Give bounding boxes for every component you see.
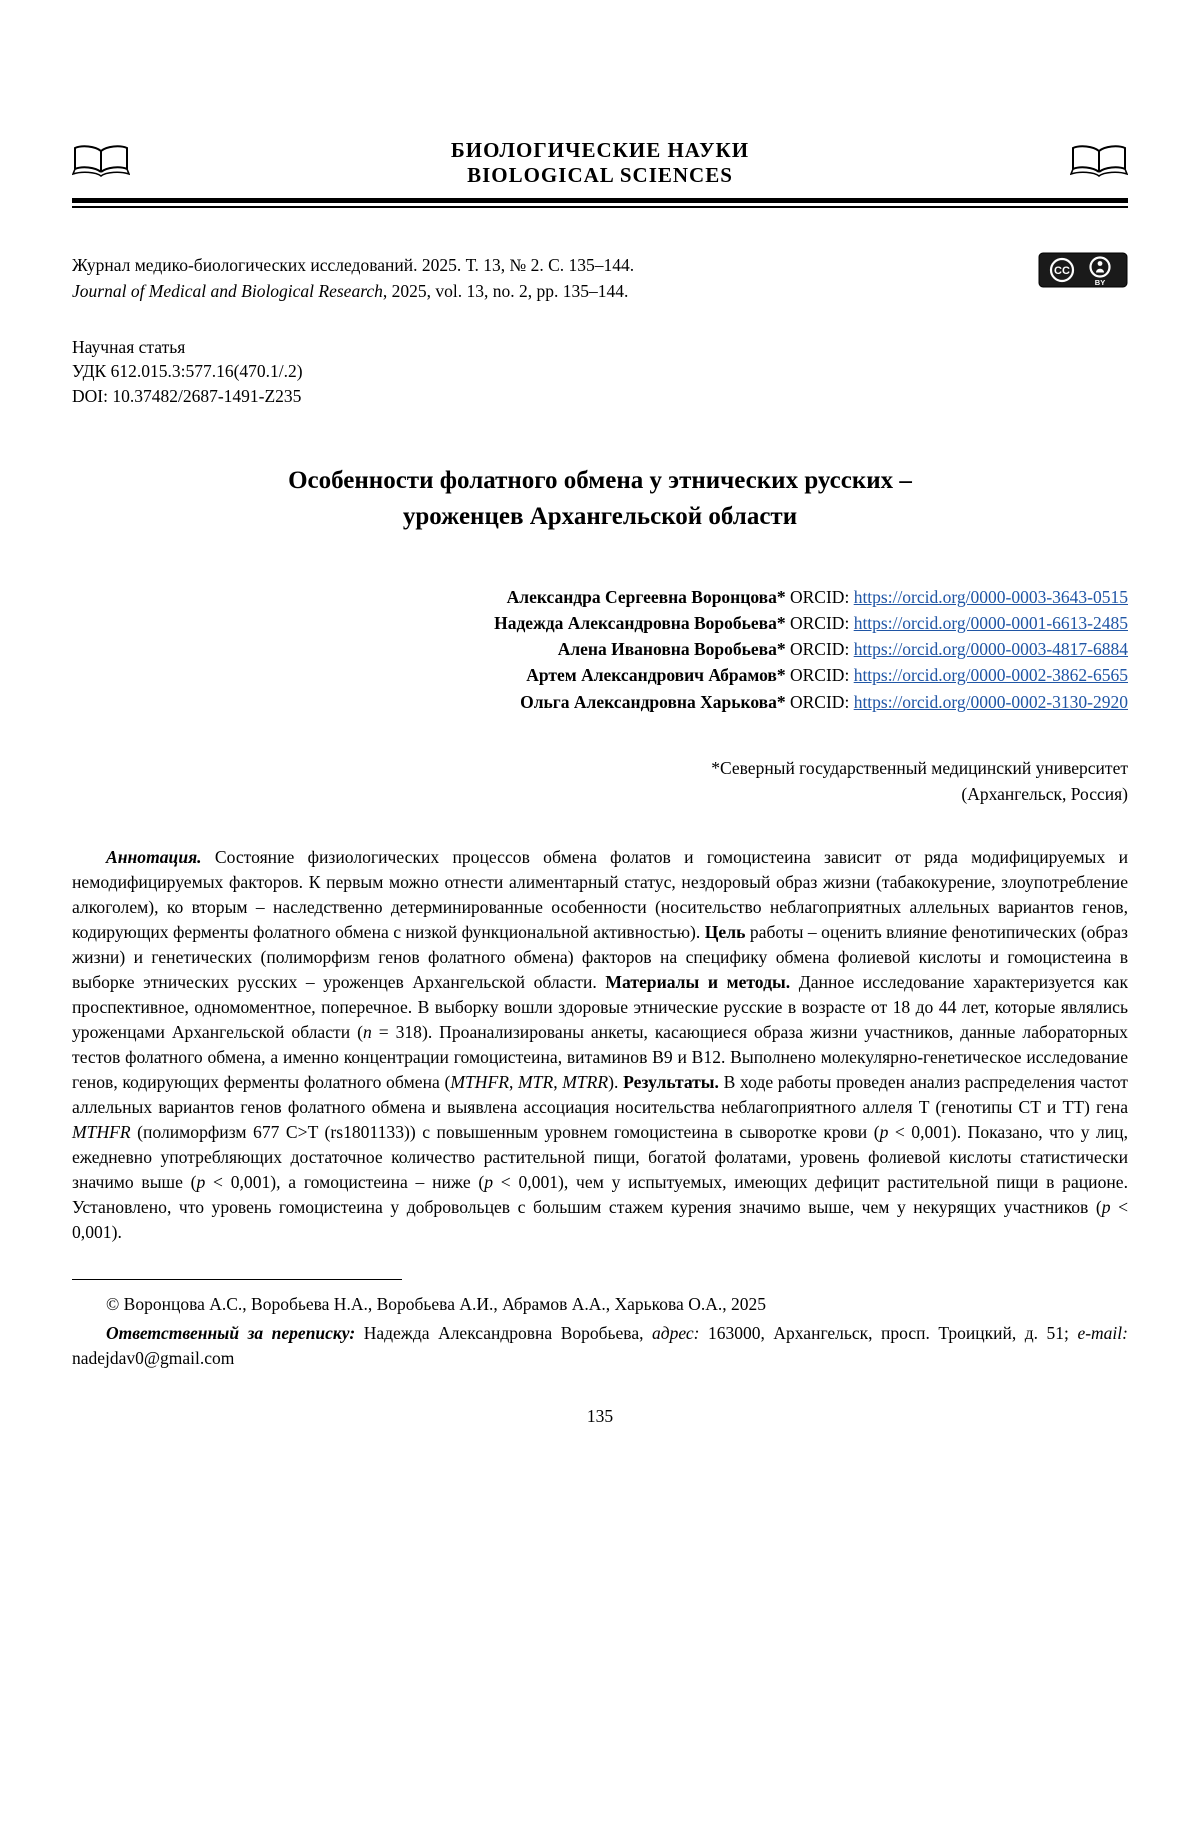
doi-line: DOI: 10.37482/2687-1491-Z235: [72, 386, 302, 407]
orcid-link[interactable]: https://orcid.org/0000-0002-3862-6565: [853, 665, 1128, 686]
citation-en: [72, 278, 634, 304]
page: [0, 138, 1200, 1427]
orcid-label: ORCID:: [785, 665, 854, 686]
header-divider: [72, 198, 1128, 208]
article-title-line2: уроженцев Архангельской области: [402, 503, 798, 531]
article-title-line1: Особенности фолатного обмена у этнических русских –: [288, 467, 912, 495]
svg-text:BY: BY: [1094, 278, 1106, 287]
author-name: Артем Александрович Абрамов*: [526, 665, 786, 686]
authors-block: [72, 584, 1128, 715]
article-type: Научная статья: [72, 336, 186, 357]
orcid-link[interactable]: https://orcid.org/0000-0003-3643-0515: [853, 586, 1128, 607]
page-number: 135: [586, 1405, 614, 1426]
open-book-icon: [72, 144, 130, 183]
author-line: [72, 689, 1128, 715]
open-book-icon: [1070, 144, 1128, 183]
affiliation-block: [72, 755, 1128, 808]
udk-line: УДК 612.015.3:577.16(470.1/.2): [72, 361, 303, 382]
affiliation-line1: *Северный государственный медицинский университет: [711, 757, 1128, 778]
author-name: Надежда Александровна Воробьева*: [494, 612, 786, 633]
section-header: [130, 138, 1070, 188]
orcid-label: ORCID:: [785, 691, 854, 712]
article-title: [72, 463, 1128, 536]
footnote-divider: [72, 1279, 402, 1280]
affiliation-line2: (Архангельск, Россия): [961, 784, 1128, 805]
orcid-label: ORCID:: [785, 612, 854, 633]
citation-row: [72, 252, 1128, 305]
citation-en-journal: Journal of Medical and Biological Research: [72, 281, 383, 302]
orcid-label: ORCID:: [785, 586, 854, 607]
author-name: Алена Ивановна Воробьева*: [557, 639, 786, 660]
orcid-link[interactable]: https://orcid.org/0000-0001-6613-2485: [853, 612, 1128, 633]
section-title-ru: БИОЛОГИЧЕСКИЕ НАУКИ: [450, 138, 750, 162]
svg-text:CC: CC: [1054, 265, 1070, 277]
orcid-link[interactable]: https://orcid.org/0000-0002-3130-2920: [853, 691, 1128, 712]
abstract-paragraph: Аннотация. Состояние физиологических процессов обмена фолатов и гомоцистеина зависит от ряда модифицируемых и немодифицируемых факторов. К первым можно отнести алиментарный статус, нездоровый образ жизни (табакокурение, злоупотребление алкоголем), ко вторым – наследственно детерминированные особенности (носительство неблагоприятных аллельных вариантов генов, кодирующих ферменты фолатного обмена с низкой функциональной активностью). Цель работы – оценить влияние фенотипических (образ жизни) и генетических (полиморфизм генов фолатного обмена) факторов на специфику обмена фолиевой кислоты и гомоцистеина в выборке этнических русских – уроженцев Архангельской области. Материалы и методы. Данное исследование характеризуется как проспективное, одномоментное, поперечное. В выборку вошли здоровые этнические русские в возрасте от 18 до 44 лет, которые являлись уроженцами Архангельской области (n = 318). Проанализированы анкеты, касающиеся образа жизни участников, данные лабораторных тестов фолатного обмена, а именно концентрации гомоцистеина, витаминов B9 и B12. Выполнено молекулярно-генетическое исследование генов, кодирующих ферменты фолатного обмена (MTHFR, MTR, MTRR). Результаты. В ходе работы проведен анализ распределения частот аллельных вариантов генов фолатного обмена и выявлена ассоциация носительства неблагоприятного аллеля T (генотипы CT и TT) гена MTHFR (полиморфизм 677 C>T (rs1801133)) с повышенным уровнем гомоцистеина в сыворотке крови (p < 0,001). Показано, что у лиц, ежедневно употребляющих достаточное количество растительной пищи, богатой фолатами, уровень фолиевой кислоты статистически значимо выше (p < 0,001), а гомоцистеина – ниже (p < 0,001), чем у испытуемых, имеющих дефицит растительной пищи в рационе. Установлено, что уровень гомоцистеина у добровольцев с большим стажем курения значимо выше, чем у некурящих участников (p < 0,001).: [72, 847, 1129, 1242]
citation-ru: Журнал медико-биологических исследований. 2025. Т. 13, № 2. С. 135–144.: [72, 255, 635, 275]
citation-en-rest: , 2025, vol. 13, no. 2, pp. 135–144.: [382, 281, 629, 302]
author-name: Ольга Александровна Харькова*: [520, 691, 786, 712]
author-line: [72, 610, 1128, 636]
citation-block: [72, 252, 634, 305]
copyright-line: © Воронцова А.С., Воробьева Н.А., Воробьева А.И., Абрамов А.А., Харькова О.А., 2025: [106, 1293, 766, 1314]
section-title-en: BIOLOGICAL SCIENCES: [467, 163, 733, 187]
author-line: [72, 662, 1128, 688]
journal-header: [72, 138, 1128, 188]
orcid-link[interactable]: https://orcid.org/0000-0003-4817-6884: [853, 639, 1128, 660]
author-name: Александра Сергеевна Воронцова*: [506, 586, 786, 607]
article-meta: [72, 335, 1128, 410]
orcid-label: ORCID:: [785, 639, 854, 660]
author-line: [72, 636, 1128, 662]
author-line: [72, 584, 1128, 610]
cc-by-badge-icon: [1038, 252, 1128, 293]
correspondence-paragraph: Ответственный за переписку: Надежда Александровна Воробьева, адрес: 163000, Архангельск, просп. Троицкий, д. 51; e-mail: nadejdav0@gmail.com: [72, 1322, 1128, 1369]
